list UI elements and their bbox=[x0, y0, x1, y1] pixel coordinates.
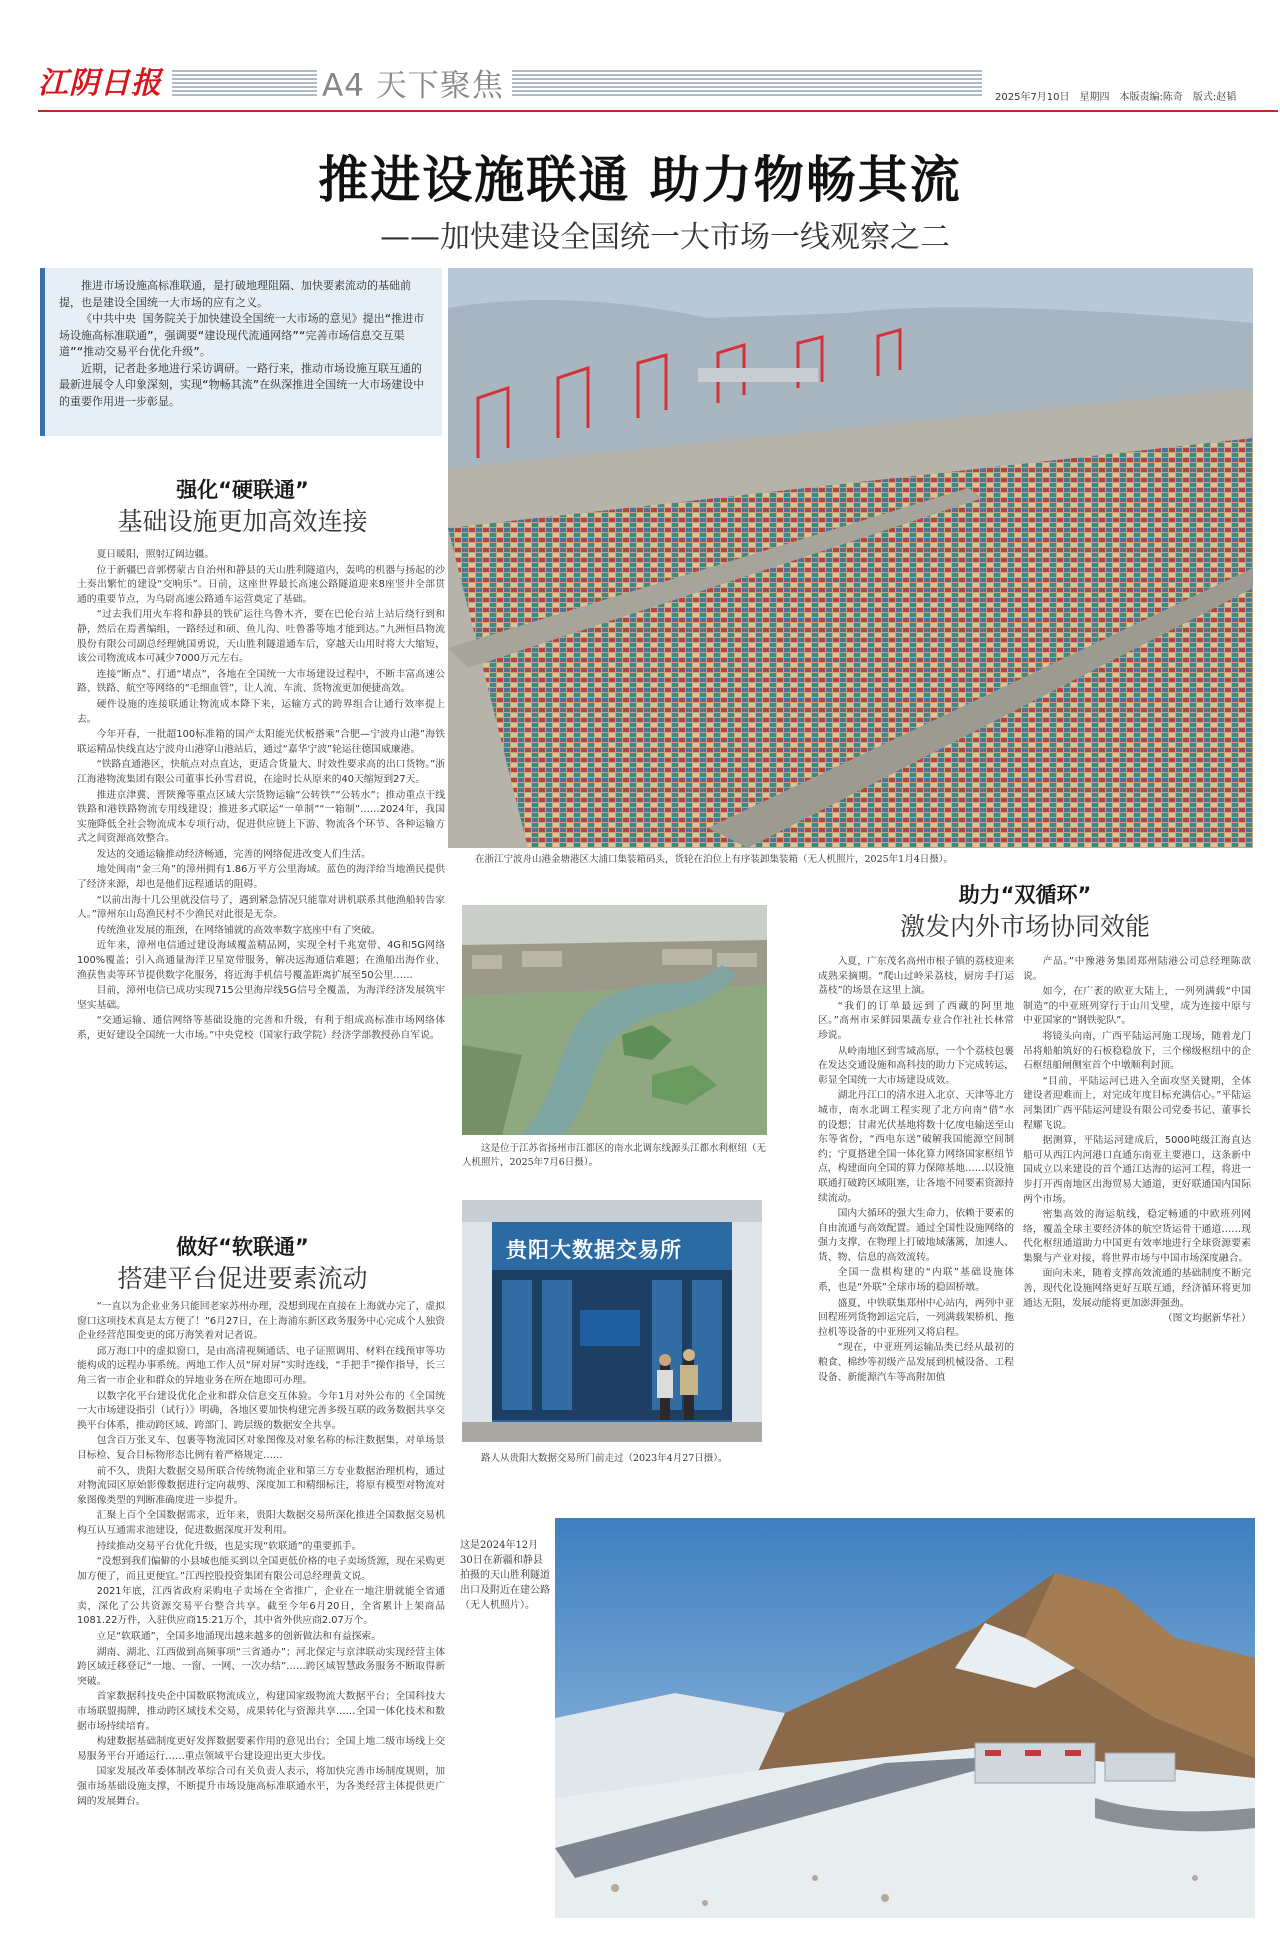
header-hatch bbox=[512, 70, 982, 96]
header-rule bbox=[38, 110, 1278, 112]
section3-paragraph: “我们的订单最远到了西藏的阿里地区。”高州市采鲜园果蔬专业合作社社长林常珍说。 bbox=[818, 1000, 1014, 1041]
section2-paragraph: 以数字化平台建设优化企业和群众信息交互体验。今年1月对外公布的《全国统一大市场建设指引（试行）》明确，各地区要加快构建完善多级互联的政务数据共享交换平台体系，推动跨区域、跨部门、跨层级的数据安全共享。 bbox=[77, 1390, 445, 1431]
section3-paragraph: 全国一盘棋构建的“内联”基础设施体系，也是“外联”全球市场的稳固桥墩。 bbox=[818, 1267, 1014, 1294]
section2-paragraph: 首家数据科技央企中国数联物流成立，构建国家级物流大数据平台；全国科技大市场联盟揭牌，推动跨区域技术交易，成果转化与资源共享……全国一体化技术和数据市场持续培育。 bbox=[77, 1691, 445, 1732]
page-label: A4 天下聚焦 bbox=[322, 68, 504, 104]
port-photo bbox=[448, 268, 1253, 848]
section1-paragraph: “交通运输、通信网络等基础设施的完善和升级，有利于组成高标准市场网络体系，更好建设全国统一大市场。”中央党校（国家行政学院）经济学部教授孙自军说。 bbox=[77, 1015, 445, 1041]
section3-paragraph: 盛夏，中铁联集郑州中心站内，两列中亚回程班列货物卸运完后，一列满载架桥机、拖拉机等设备的中亚班列又将启程。 bbox=[818, 1297, 1014, 1338]
section1-paragraph: 连接“断点”、打通“堵点”，各地在全国统一大市场建设过程中，不断丰富高速公路、铁路、航空等网络的“毛细血管”，让人流、车流、货物流更加便捷高效。 bbox=[77, 668, 445, 695]
canal-photo bbox=[462, 905, 767, 1135]
section3-paragraph: 湖北丹江口的清水进入北京、天津等北方城市，南水北调工程实现了北方向南“借”水的设想；甘肃光伏基地将数十亿度电输送至山东等省份，“西电东送”破解我国能源空间制约；宁夏搭建全国一体化算力网络国家枢纽节点，构建面向全国的算力保障基地……以设施联通打破跨区域阻塞，让各地不同要素资源持续流动。 bbox=[818, 1090, 1014, 1204]
tunnel-photo-caption: 这是2024年12月30日在新疆和静县拍摄的天山胜利隧道出口及附近在建公路（无人机照片）。 bbox=[460, 1540, 550, 1611]
section3-paragraph: 面向未来，随着支撑高效流通的基础制度不断完善，现代化设施网络更好互联互通，经济循环将更加通达无阻，发展动能将更加澎湃强劲。 bbox=[1023, 1268, 1251, 1309]
section2-paragraph: 前不久，贵阳大数据交易所联合传统物流企业和第三方专业数据治理机构，通过对物流园区原始影像数据进行定向裁剪、深度加工和精细标注，将原有模型对物流对象图像类型的判断准确度进一步提升。 bbox=[77, 1465, 445, 1506]
section1-title-line1: 强化“硬联通” bbox=[176, 478, 309, 502]
section2-paragraph: 2021年底，江西省政府采购电子卖场在全省推广，企业在一地注册就能全省通卖，深化了公共资源交易平台整合共享。截至今年6月20日，全省累计上架商品1081.22万件，入驻供应商15.21万个，其中省外供应商2.07万个。 bbox=[77, 1586, 445, 1627]
section3-paragraph: “目前，平陆运河已进入全面攻坚关键期，全体建设者迎难而上，对完成年度目标充满信心。”平陆运河集团广西平陆运河建设有限公司党委书记、董事长程耀飞说。 bbox=[1023, 1075, 1251, 1131]
section2-paragraph: 构建数据基础制度更好发挥数据要素作用的意见出台；全国上地二级市场线上交易服务平台开通运行……重点领域平台建设迎出更大步伐。 bbox=[77, 1736, 445, 1762]
section3-col1 bbox=[818, 955, 1014, 1460]
lead-paragraph: 《中共中央 国务院关于加快建设全国统一大市场的意见》提出“推进市场设施高标准联通”，强调要“建设现代流通网络”“完善市场信息交互渠道”“推动交易平台优化升级”。 bbox=[59, 312, 425, 358]
section1-paragraph: 夏日暖阳，照射辽阔边疆。 bbox=[96, 549, 215, 560]
canal-photo-caption: 这是位于江苏省扬州市江都区的南水北调东线源头江都水利枢纽（无人机照片，2025年7月6日摄）。 bbox=[462, 1143, 767, 1168]
section1-title-line2: 基础设施更加高效连接 bbox=[117, 507, 368, 536]
section3-paragraph: 将镜头向南，广西平陆运河施工现场，随着龙门吊将船舶筑好的石板稳稳放下，三个梯级枢纽中的企石枢纽船闸侧室首个中墩顺利封顶。 bbox=[1023, 1030, 1251, 1072]
section2-paragraph: 持续推动交易平台优化升级，也是实现“软联通”的重要抓手。 bbox=[96, 1540, 362, 1552]
port-aerial-image bbox=[448, 268, 1253, 848]
section1-paragraph: 今年开春，一批超100标准箱的国产太阳能光伏板搭乘“合肥—宁波舟山港”海铁联运精品快线直达宁波舟山港穿山港站后，通过“嘉华宁波”轮运往德国威廉港。 bbox=[77, 729, 445, 755]
section2-paragraph: 包含百万张叉车、包裹等物流园区对象图像及对象名称的标注数据集，对单场景目标检、复合目标物形态比例有着严格规定…… bbox=[77, 1435, 445, 1461]
section1-paragraph: 近年来，漳州电信通过建设海域覆盖精品网，实现全村千兆宽带、4G和5G网络100%覆盖；引入高通量海洋卫星宽带服务，解决远海通信难题；在渔船出海作业、渔获售卖等环节提供数字化服务，将近海手机信号覆盖距离扩展至50公里…… bbox=[77, 940, 445, 981]
section2-paragraph: 立足“软联通”，全国多地涌现出越来越多的创新做法和有益探索。 bbox=[96, 1631, 382, 1643]
section1-paragraph: 硬件设施的连接联通让物流成本降下来，运输方式的跨界组合让通行效率提上去。 bbox=[77, 698, 445, 725]
section1-body bbox=[77, 548, 445, 1196]
section2-title-line2: 搭建平台促进要素流动 bbox=[117, 1264, 368, 1293]
section3-title bbox=[805, 880, 1245, 944]
section1-paragraph: “过去我们用火车将和静县的铁矿运往乌鲁木齐，要在巴伦台站上站后绕行到和静，然后在焉耆编组，一路经过和硕、鱼儿沟、吐鲁番等地才能到达。”九洲恒昌物流股份有限公司副总经理姚国勇说，天山胜利隧道通车后，穿越天山用时将大大缩短，该公司物流成本可减少7000万元左右。 bbox=[77, 609, 445, 665]
guiyang-photo-caption: 路人从贵阳大数据交易所门前走过（2023年4月27日摄）。 bbox=[481, 1453, 728, 1464]
lead-box bbox=[40, 268, 442, 436]
section2-paragraph: 国家发展改革委体制改革综合司有关负责人表示，将加快完善市场制度规则，加强市场基础设施支撑，不断提升市场设施高标准联通水平，为各类经营主体提供更广阔的发展舞台。 bbox=[77, 1766, 445, 1807]
section1-paragraph: 目前，漳州电信已成功实现715公里海岸线5G信号全覆盖，为海洋经济发展筑牢坚实基础。 bbox=[77, 985, 445, 1011]
section3-paragraph: 国内大循环的强大生命力，依赖于要素的自由流通与高效配置。通过全国性设施网络的强力支撑，在物理上打破地域藩篱，加速人、货、物、信息的高效流转。 bbox=[818, 1208, 1014, 1263]
lead-paragraph: 推进市场设施高标准联通，是打破地理阻隔、加快要素流动的基础前提，也是建设全国统一大市场的应有之义。 bbox=[59, 279, 411, 309]
tunnel-photo bbox=[555, 1518, 1255, 1918]
main-headline: 推进设施联通 助力物畅其流 bbox=[318, 151, 962, 209]
section1-paragraph: 发达的交通运输推动经济畅通，完善的网络促进改变人们生活。 bbox=[96, 848, 371, 860]
section2-paragraph: 汇聚上百个全国数据需求，近年来，贵阳大数据交易所深化推进全国数据交易机构互认互通需求池建设，促进数据深度开发利用。 bbox=[77, 1510, 445, 1536]
section2-title-line1: 做好“软联通” bbox=[176, 1235, 309, 1259]
section1-paragraph: 地处闽南“金三角”的漳州拥有1.86万平方公里海域。蓝色的海洋给当地渔民提供了经济来源，却也是他们远程通话的阻碍。 bbox=[77, 864, 445, 891]
section1-paragraph: 位于新疆巴音郭楞蒙古自治州和静县的天山胜利隧道内，轰鸣的机器与扬起的沙土奏出繁忙的建设“交响乐”。日前，这座世界最长高速公路隧道迎来8座竖井全部贯通的重要节点，为乌尉高速公路通车运营奠定了基础。 bbox=[77, 564, 445, 605]
photo-credit: （图文均据新华社） bbox=[1162, 1313, 1251, 1325]
lead-paragraph: 近期，记者赴多地进行采访调研。一路行来，推动市场设施互联互通的最新进展令人印象深刻，实现“物畅其流”在纵深推进全国统一大市场建设中的重要作用进一步彰显。 bbox=[59, 361, 425, 408]
canal-aerial-image bbox=[462, 905, 767, 1135]
section3-paragraph: 据测算，平陆运河建成后，5000吨级江海直达船可从西江内河港口直通东南亚主要港口，这条新中国成立以来建设的首个通江达海的运河工程，将进一步打开西南地区出海贸易大通道，更好联通国内国际两个市场。 bbox=[1023, 1135, 1251, 1205]
section3-paragraph: 密集高效的海运航线，稳定畅通的中欧班列网络，覆盖全球主要经济体的航空货运骨干通道……现代化枢纽通道助力中国更有效率地进行全球资源要素集聚与产业对接，将世界市场与中国市场深度融合。 bbox=[1023, 1209, 1251, 1264]
guiyang-photo bbox=[462, 1200, 762, 1442]
section3-title-line2: 激发内外市场协同效能 bbox=[899, 912, 1150, 941]
section2-title bbox=[40, 1232, 445, 1296]
section3-title-line1: 助力“双循环” bbox=[958, 883, 1092, 907]
section1-paragraph: “以前出海十几公里就没信号了，遇到紧急情况只能靠对讲机联系其他渔船转告家人。”漳州东山岛渔民村不少渔民对此很是无奈。 bbox=[77, 894, 445, 921]
section2-body bbox=[77, 1300, 445, 1912]
section3-paragraph: “现在，中亚班列运输品类已经从最初的粮食、棉纱等初级产品发展到机械设备、工程设备、新能源汽车等高附加值 bbox=[818, 1342, 1014, 1383]
section2-paragraph: “没想到我们偏僻的小县城也能买到以全国更低价格的电子卖场货源，现在采购更加方便了，而且更便宜。”江西控股投资集团有限公司总经理黄文说。 bbox=[77, 1556, 445, 1582]
section1-title bbox=[40, 475, 445, 539]
section2-paragraph: “一直以为企业业务只能回老家苏州办理，没想到现在直接在上海就办完了，虚拟窗口这项技术真是太方便了！”6月27日，在上海浦东新区政务服务中心完成个人独资企业经营范围变更的邱万海笑着对记者说。 bbox=[77, 1301, 445, 1342]
section3-paragraph: 入夏，广东茂名高州市根子镇的荔枝迎来成熟采摘期。“爬山过岭采荔枝，厨房手打运荔枝”的场景在这里上演。 bbox=[818, 956, 1014, 997]
section2-paragraph: 湖南、湖北、江西做到高频事项“三省通办”；河北保定与京津联动实现经营主体跨区域迁移登记“一地、一窗、一网、一次办结”……跨区域智慧政务服务不断取得新突破。 bbox=[77, 1646, 445, 1687]
section3-paragraph: 如今，在广袤的欧亚大陆上，一列列满载“中国制造”的中亚班列穿行于山川戈壁，成为连接中原与中亚国家的“钢铁驼队”。 bbox=[1023, 986, 1251, 1027]
masthead-hatch bbox=[172, 70, 317, 96]
tunnel-mountain-image bbox=[555, 1518, 1255, 1918]
header-date-info: 2025年7月10日 星期四 本版责编:陈奇 版式:赵韬 bbox=[995, 92, 1237, 103]
section2-paragraph: 邱万海口中的虚拟窗口，是由高清视频通话、电子证照调用、材料在线预审等功能构成的远程办事系统。两地工作人员“屏对屏”实时连线，“手把手”操作指导，长三角三省一市企业和群众的异地业务在所在地即可办理。 bbox=[77, 1345, 445, 1386]
port-photo-caption: 在浙江宁波舟山港金塘港区大浦口集装箱码头，货轮在泊位上有序装卸集装箱（无人机照片，2025年1月4日摄）。 bbox=[475, 854, 954, 865]
section3-col2 bbox=[1023, 955, 1251, 1460]
section3-paragraph: 从岭南地区到雪域高原，一个个荔枝包裹在发达交通设施和高科技的助力下完成转运，彰显全国统一大市场建设成效。 bbox=[818, 1045, 1014, 1086]
section1-paragraph: 传统渔业发展的瓶颈，在网络铺就的高效率数字底座中有了突破。 bbox=[96, 924, 381, 936]
section1-paragraph: 推进京津冀、晋陕豫等重点区域大宗货物运输“公转铁”“公转水”；推动重点干线铁路和港铁路物流专用线建设；推进多式联运“一单制”“一箱制”……2024年，我国实施降低全社会物流成本专项行动，促进供应链上下游、物流各个环节、各种运输方式之间资源高效整合。 bbox=[77, 789, 445, 845]
sub-headline: ——加快建设全国统一大市场一线观察之二 bbox=[380, 220, 950, 255]
masthead-logo: 江阴日报 bbox=[38, 66, 162, 101]
guiyang-sign-text: 贵阳大数据交易所 bbox=[506, 1238, 682, 1262]
section3-paragraph: 产品。”中豫港务集团郑州陆港公司总经理陈歆说。 bbox=[1023, 956, 1251, 982]
section1-paragraph: “铁路直通港区，快航点对点直达，更适合货量大、时效性要求高的出口货物。”浙江海港物流集团有限公司董事长孙雪君说，在途时长从原来的40天缩短到27天。 bbox=[77, 759, 445, 785]
